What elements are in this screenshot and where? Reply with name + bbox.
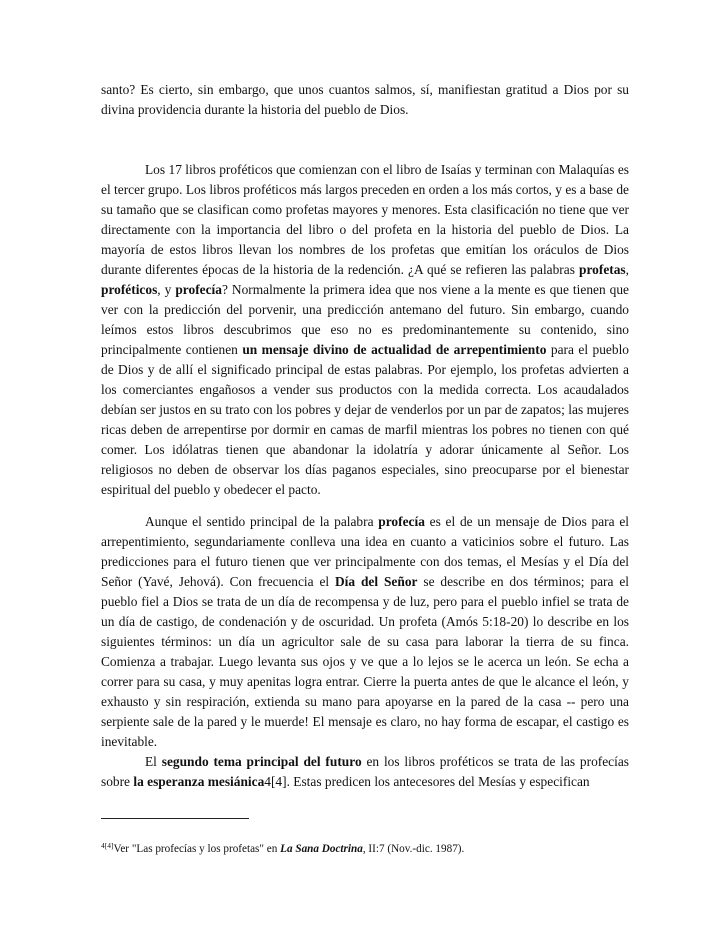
paragraph-prophecy-meaning xyxy=(101,512,629,752)
footnote xyxy=(101,839,629,856)
bold-term-profetas: profetas xyxy=(579,262,626,277)
paragraph-prophetic-books xyxy=(101,160,629,500)
footnote-text: Ver "Las profecías y los profetas" en xyxy=(113,843,281,856)
bold-term-segundo-tema: segundo tema principal del futuro xyxy=(161,754,362,769)
text-run: se describe en dos términos; para el pueblo fiel a Dios se trata de un día de recompensa y de luz, pero para el pueblo infiel se trata de un día de castigo, de condenación y de oscuridad. Un profeta (Amós 5:18-20) lo describe en los siguientes términos: un día un agricultor sale de su casa para laborar la tierra de su finca. Comienza a trabajar. Luego levanta sus ojos y ve que a lo lejos se le acerca un león. Se echa a correr para su casa, y muy apenitas logra entrar. Cierre la puerta antes de que le alcance el león, y exhausto y sin respiración, extienda su mano para apoyarse en la pared de la casa -- pero una serpiente sale de la pared y le muerde! El mensaje es claro, no hay forma de escapar, el castigo es inevitable. xyxy=(101,574,629,749)
text-run: Los 17 libros proféticos que comienzan con el libro de Isaías y terminan con Malaquías es el tercer grupo. Los libros proféticos más largos preceden en orden a los más cortos, y es a base de su tamaño que se clasifican como profetas mayores y menores. Esta clasificación no tiene que ver directamente con la importancia del libro o del profeta en la historia del pueblo de Dios. La mayoría de estos libros llevan los nombres de los profetas que emitían los oráculos de Dios durante diferentes épocas de la historia de la redención. ¿A qué se refieren las palabras xyxy=(101,162,629,277)
text-run: 4[4]. Estas predicen los antecesores del Mesías y especifican xyxy=(264,774,590,789)
bold-term-esperanza-mesianica: la esperanza mesiánica xyxy=(133,774,265,789)
footnote-publication-title: La Sana Doctrina xyxy=(280,843,363,856)
text-run: , y xyxy=(157,282,176,297)
text-run: para el pueblo de Dios y de allí el significado principal de estas palabras. Por ejemplo, los profetas advierten a los comerciantes engañosos a vender sus productos con la medida correcta. Los acaudalados debían ser justos en su trato con los pobres y dejar de venderlos por un par de zapatos; las mujeres ricas deben de arrepentirse por dormir en camas de marfil mientras los pobres no tienen con qué comer. Los idólatras tienen que abandonar la idolatría y adorar únicamente al Señor. Los religiosos no deben de observar los días paganos especiales, sino preocuparse por el bienestar espiritual del pueblo y obedecer el pacto. xyxy=(101,342,629,497)
document-page xyxy=(101,80,630,856)
paragraph-second-theme xyxy=(101,752,629,792)
text-run: es el de un mensaje de Dios para el arrepentimiento, segundariamente conlleva una idea en cuanto a vaticinios sobre el futuro. Las predicciones para el futuro tienen que ver principalmente con dos temas, el Mesías y el Día del Señor (Yavé, Jehová). Con frecuencia el xyxy=(101,514,629,589)
bold-term-profecia: profecía xyxy=(175,282,222,297)
footnote-marker: 4[4] xyxy=(101,841,114,851)
text-run: , xyxy=(625,262,629,277)
bold-term-dia-del-senor: Día del Señor xyxy=(335,574,418,589)
text-run: Aunque el sentido principal de la palabra xyxy=(145,514,379,529)
text-run: ? Normalmente la primera idea que nos viene a la mente es que tienen que ver con la predicción del porvenir, una predicción antemano del futuro. Sin embargo, cuando leímos estos libros descubrimos que eso no es predominantemente su contenido, sino principalmente contienen xyxy=(101,282,629,357)
text-run: El xyxy=(145,754,162,769)
bold-term-profecia: profecía xyxy=(378,514,425,529)
bold-term-mensaje-divino: un mensaje divino de actualidad de arrepentimiento xyxy=(242,342,547,357)
text-run: en los libros proféticos se trata de las profecías sobre xyxy=(101,754,630,789)
footnote-divider xyxy=(101,818,249,819)
bold-term-profeticos: proféticos xyxy=(101,282,158,297)
footnote-text: , II:7 (Nov.-dic. 1987). xyxy=(362,843,465,856)
paragraph-continuation: santo? Es cierto, sin embargo, que unos cuantos salmos, sí, manifiestan gratitud a Dios por su divina providencia durante la historia del pueblo de Dios. xyxy=(101,82,629,117)
